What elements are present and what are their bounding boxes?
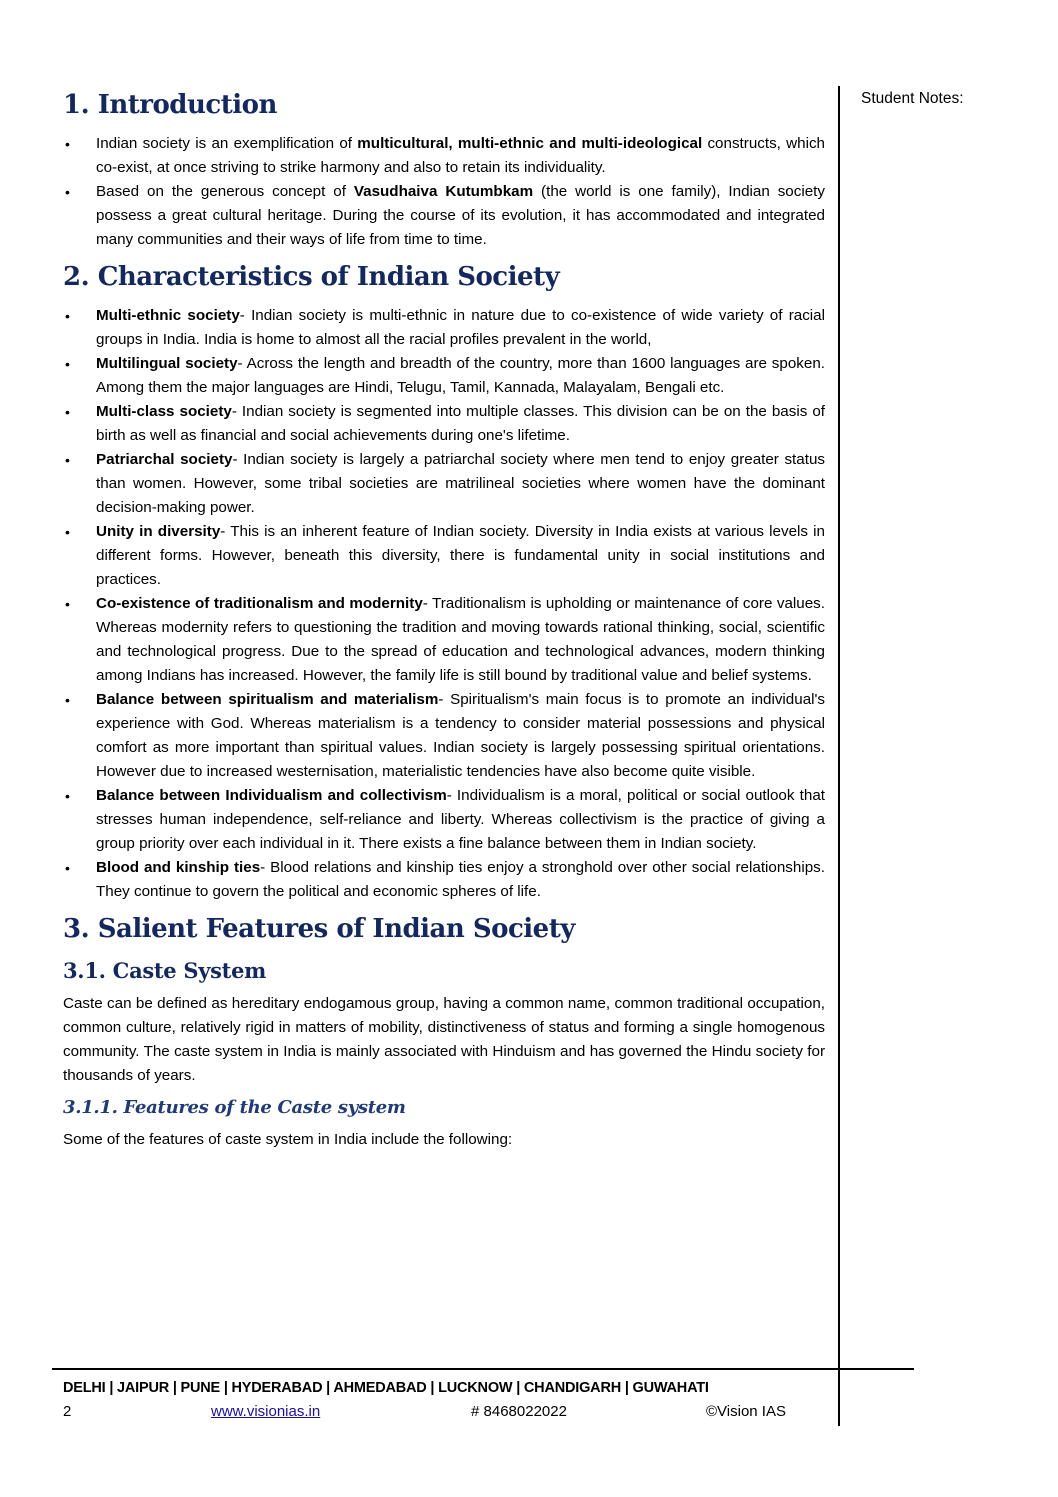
bullet-icon: • xyxy=(65,184,70,200)
bullet-icon: • xyxy=(65,356,70,372)
bullet-icon: • xyxy=(65,692,70,708)
bullet-icon: • xyxy=(65,308,70,324)
bullet-icon: • xyxy=(65,404,70,420)
website-link[interactable]: www.visionias.in xyxy=(211,1403,321,1420)
bullet-icon: • xyxy=(65,452,70,468)
bullet-icon: • xyxy=(65,860,70,876)
list-item: • Unity in diversity- This is an inherent feature of Indian society. Diversity in India exists at various levels in different forms. However, beneath this diversity, there is fundamental unity in social institutions and practices. xyxy=(63,520,825,592)
bullet-icon: • xyxy=(65,136,70,152)
list-item: • Patriarchal society- Indian society is largely a patriarchal society where men tend to enjoy greater status than women. However, some tribal societies are matrilineal societies where women have the dominant decision-making power. xyxy=(63,448,825,520)
section-title-characteristics: 2. Characteristics of Indian Society xyxy=(63,262,560,292)
list-item: • Balance between Individualism and collectivism- Individualism is a moral, political or social outlook that stresses human independence, self-reliance and liberty. Whereas collectivism is the practice of giving a group priority over each individual in it. There exists a fine balance between them in Indian society. xyxy=(63,784,825,856)
list-item: • Multi-class society- Indian society is segmented into multiple classes. This division can be on the basis of birth as well as financial and social achievements during one's lifetime. xyxy=(63,400,825,448)
list-item: • Multilingual society- Across the length and breadth of the country, more than 1600 languages are spoken. Among them the major languages are Hindi, Telugu, Tamil, Kannada, Malayalam, Bengali etc. xyxy=(63,352,825,400)
list-item: • Balance between spiritualism and materialism- Spiritualism's main focus is to promote an individual's experience with God. Whereas materialism is a tendency to consider material possessions and physical comfort as more important than spiritual values. Indian society is largely possessing spiritual orientations. However due to increased westernisation, materialistic tendencies have also become quite visible. xyxy=(63,688,825,784)
list-item: • Based on the generous concept of Vasudhaiva Kutumbkam (the world is one family), Indian society possess a great cultural heritage. During the course of its evolution, it has accommodated and integrated many communities and their ways of life from time to time. xyxy=(63,180,825,252)
bullet-icon: • xyxy=(65,596,70,612)
notes-divider xyxy=(838,86,840,1426)
phone-number: # 8468022022 xyxy=(471,1403,567,1420)
footer-divider xyxy=(52,1368,914,1370)
copyright: ©Vision IAS xyxy=(706,1403,786,1420)
list-item: • Blood and kinship ties- Blood relations and kinship ties enjoy a stronghold over other social relationships. They continue to govern the political and economic spheres of life. xyxy=(63,856,825,904)
section-title-salient-features: 3. Salient Features of Indian Society xyxy=(63,914,575,944)
main-content xyxy=(63,86,825,1158)
bullet-icon: • xyxy=(65,524,70,540)
caste-features-intro: Some of the features of caste system in India include the following: xyxy=(63,1131,513,1148)
bullet-icon: • xyxy=(65,788,70,804)
student-notes-label: Student Notes: xyxy=(861,90,964,107)
list-item: • Indian society is an exemplification of multicultural, multi-ethnic and multi-ideological constructs, which co-exist, at once striving to strike harmony and also to retain its individuality. xyxy=(63,132,825,180)
list-item: • Multi-ethnic society- Indian society is multi-ethnic in nature due to co-existence of wide variety of racial groups in India. India is home to almost all the racial profiles prevalent in the world, xyxy=(63,304,825,352)
footer-cities: DELHI | JAIPUR | PUNE | HYDERABAD | AHMEDABAD | LUCKNOW | CHANDIGARH | GUWAHATI xyxy=(63,1380,709,1396)
list-item: • Co-existence of traditionalism and modernity- Traditionalism is upholding or maintenance of core values. Whereas modernity refers to questioning the tradition and moving towards rational thinking, social, scientific and technological progress. Due to the spread of education and technological advances, modern thinking among Indians has increased. However, the family life is still bound by traditional value and belief systems. xyxy=(63,592,825,688)
subsubsection-title-caste-features: 3.1.1. Features of the Caste system xyxy=(63,1097,406,1118)
characteristics-list xyxy=(63,304,825,904)
subsection-title-caste-system: 3.1. Caste System xyxy=(63,958,267,983)
section-title-introduction: 1. Introduction xyxy=(63,90,277,120)
introduction-list xyxy=(63,132,825,252)
caste-definition-paragraph: Caste can be defined as hereditary endogamous group, having a common name, common traditional occupation, common culture, relatively rigid in matters of mobility, distinctiveness of status and forming a single homogenous community. The caste system in India is mainly associated with Hinduism and has governed the Hindu society for thousands of years. xyxy=(63,995,825,1084)
page-number: 2 xyxy=(63,1403,72,1420)
